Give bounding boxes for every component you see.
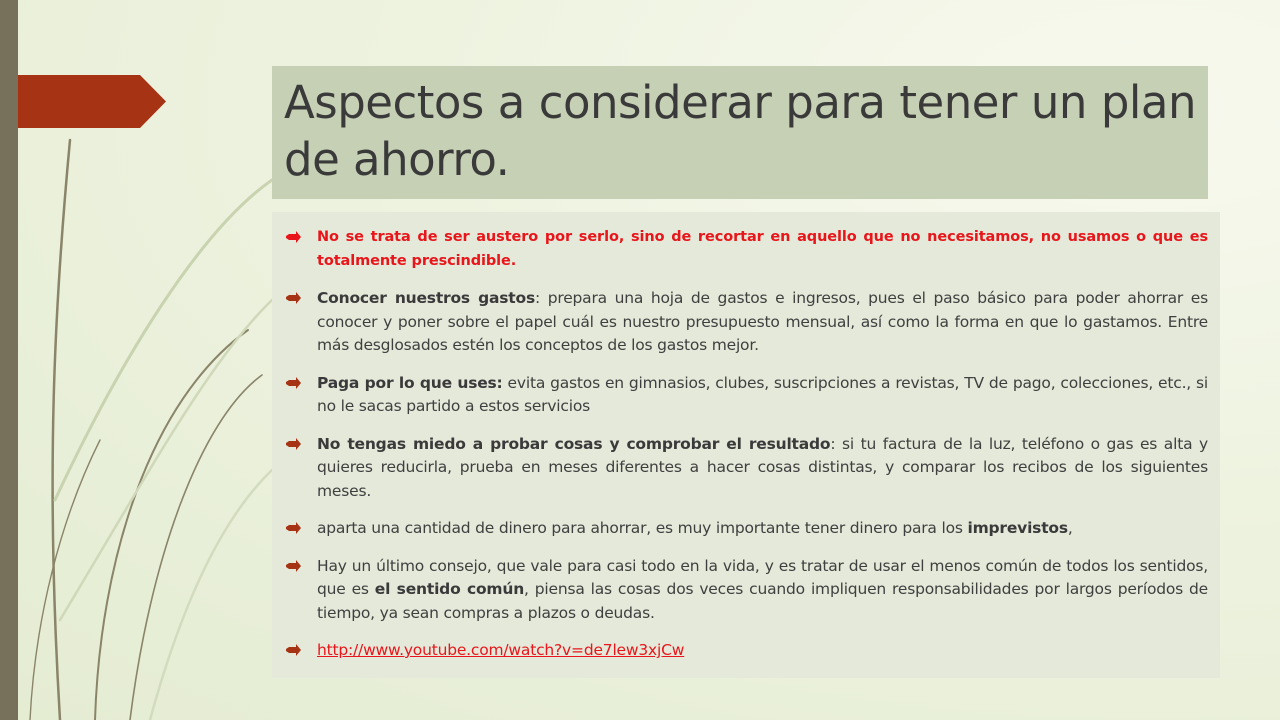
pen-arrow-icon xyxy=(286,522,301,534)
pen-arrow-icon xyxy=(286,438,301,450)
bullet-text: : prepara una hoja de gastos e ingresos, pues el paso básico para poder ahorrar es conocer y poner sobre el papel cuál es nuestro presupuesto mensual, así como la forma en que lo gastamos. Entre más desglosados estén los conceptos de los gastos mejor. xyxy=(317,289,1209,354)
title-box xyxy=(272,66,1208,199)
bullet-heading: No tengas miedo a probar cosas y comprobar el resultado xyxy=(317,434,831,453)
pen-arrow-icon xyxy=(286,292,301,304)
bullet-item-paga-por-uso xyxy=(286,372,1208,419)
bullet-text: Hay un último consejo, que vale para casi todo en la vida, y es tratar de usar el menos común de todos los sentidos, que es xyxy=(317,556,1208,598)
bullet-emphasis: el sentido común xyxy=(374,580,525,598)
bullet-item-youtube-link xyxy=(286,639,1208,663)
bullet-item-aparta-dinero xyxy=(286,517,1208,541)
bullet-heading: Conocer nuestros gastos xyxy=(317,289,535,307)
content-box xyxy=(272,212,1220,678)
bullet-item-sentido-comun xyxy=(286,555,1208,626)
accent-arrow-tab xyxy=(18,75,166,128)
pen-arrow-icon xyxy=(286,560,301,572)
bullet-emphasis: imprevistos xyxy=(967,519,1068,537)
bullet-heading: Paga por lo que uses: xyxy=(317,373,503,392)
bullet-text-after: , xyxy=(1067,519,1073,537)
pen-arrow-icon xyxy=(286,644,301,656)
bullet-item-austero xyxy=(286,226,1208,273)
bullet-text: No se trata de ser austero por serlo, sino de recortar en aquello que no necesitamos, no usamos o que es totalmente prescindible. xyxy=(317,229,1208,269)
bullet-text: aparta una cantidad de dinero para ahorrar, es muy importante tener dinero para los xyxy=(317,519,968,537)
slide-title: Aspectos a considerar para tener un plan de ahorro. xyxy=(284,76,1196,186)
pen-arrow-icon xyxy=(286,377,301,389)
pen-arrow-icon xyxy=(286,231,301,243)
bullet-item-probar-cosas xyxy=(286,433,1208,504)
bullet-text: evita gastos en gimnasios, clubes, suscripciones a revistas, TV de pago, colecciones, etc., si no le sacas partido a estos servicios xyxy=(317,373,1208,415)
youtube-link[interactable]: http://www.youtube.com/watch?v=de7lew3xjCw xyxy=(317,641,685,659)
bullet-text-after: , piensa las cosas dos veces cuando impliquen responsabilidades por largos períodos de tiempo, ya sean compras a plazos o deudas. xyxy=(317,580,1208,622)
bullet-list xyxy=(286,226,1208,663)
bullet-text: : si tu factura de la luz, teléfono o gas es alta y quieres reducirla, prueba en meses diferentes a hacer cosas distintas, y comparar los recibos de los siguientes meses. xyxy=(317,434,1208,500)
bullet-item-conocer-gastos xyxy=(286,287,1208,358)
